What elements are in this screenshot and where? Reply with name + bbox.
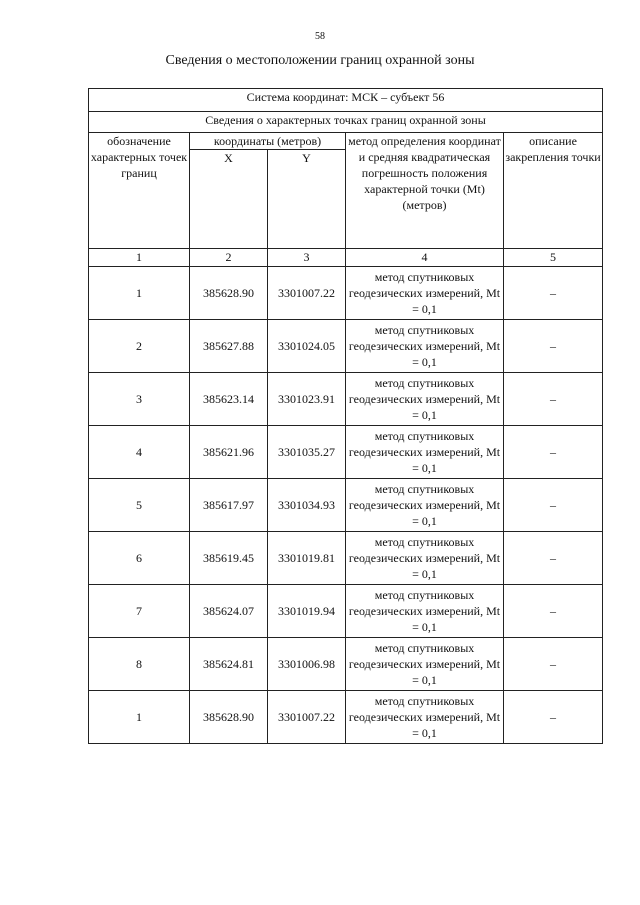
coordinate-system-row	[89, 89, 603, 112]
y-coordinate-cell: 3301007.22	[268, 267, 346, 320]
point-cell: 5	[89, 479, 190, 532]
header-method: метод определения координат и средняя квадратическая погрешность положения характерной точки (Mt) (метров)	[346, 133, 504, 249]
header-row	[89, 133, 603, 150]
points-info-row	[89, 112, 603, 133]
column-number: 1	[89, 249, 190, 267]
y-coordinate-cell: 3301019.94	[268, 585, 346, 638]
coordinate-system-cell: Система координат: МСК – субъект 56	[89, 89, 603, 112]
x-coordinate-cell: 385621.96	[190, 426, 268, 479]
header-designation: обозначение характерных точек границ	[89, 133, 190, 249]
y-coordinate-cell: 3301023.91	[268, 373, 346, 426]
header-coordinates: координаты (метров)	[190, 133, 346, 150]
column-number: 5	[504, 249, 603, 267]
description-cell: –	[504, 320, 603, 373]
boundary-points-table	[88, 88, 603, 744]
x-coordinate-cell: 385628.90	[190, 691, 268, 744]
method-cell: метод спутниковых геодезических измерений, Mt = 0,1	[346, 320, 504, 373]
point-cell: 3	[89, 373, 190, 426]
y-coordinate-cell: 3301006.98	[268, 638, 346, 691]
table-row	[89, 532, 603, 585]
table-row	[89, 691, 603, 744]
table-row	[89, 320, 603, 373]
point-cell: 8	[89, 638, 190, 691]
document-title: Сведения о местоположении границ охранной зоны	[165, 53, 475, 68]
method-cell: метод спутниковых геодезических измерений, Mt = 0,1	[346, 373, 504, 426]
y-coordinate-cell: 3301034.93	[268, 479, 346, 532]
table-row	[89, 426, 603, 479]
method-cell: метод спутниковых геодезических измерений, Mt = 0,1	[346, 638, 504, 691]
column-number: 4	[346, 249, 504, 267]
method-cell: метод спутниковых геодезических измерений, Mt = 0,1	[346, 267, 504, 320]
x-coordinate-cell: 385624.81	[190, 638, 268, 691]
table-row	[89, 373, 603, 426]
description-cell: –	[504, 532, 603, 585]
column-number: 3	[268, 249, 346, 267]
header-y: Y	[268, 150, 346, 249]
x-coordinate-cell: 385627.88	[190, 320, 268, 373]
x-coordinate-cell: 385628.90	[190, 267, 268, 320]
table-row	[89, 479, 603, 532]
header-x: X	[190, 150, 268, 249]
method-cell: метод спутниковых геодезических измерений, Mt = 0,1	[346, 532, 504, 585]
point-cell: 6	[89, 532, 190, 585]
column-number-row	[89, 249, 603, 267]
y-coordinate-cell: 3301019.81	[268, 532, 346, 585]
points-info-cell: Сведения о характерных точках границ охранной зоны	[89, 112, 603, 133]
x-coordinate-cell: 385617.97	[190, 479, 268, 532]
point-cell: 4	[89, 426, 190, 479]
point-cell: 2	[89, 320, 190, 373]
description-cell: –	[504, 585, 603, 638]
x-coordinate-cell: 385624.07	[190, 585, 268, 638]
description-cell: –	[504, 638, 603, 691]
point-cell: 1	[89, 267, 190, 320]
method-cell: метод спутниковых геодезических измерений, Mt = 0,1	[346, 691, 504, 744]
description-cell: –	[504, 426, 603, 479]
point-cell: 7	[89, 585, 190, 638]
y-coordinate-cell: 3301007.22	[268, 691, 346, 744]
method-cell: метод спутниковых геодезических измерений, Mt = 0,1	[346, 479, 504, 532]
x-coordinate-cell: 385619.45	[190, 532, 268, 585]
x-coordinate-cell: 385623.14	[190, 373, 268, 426]
header-description: описание закрепления точки	[504, 133, 603, 249]
column-number: 2	[190, 249, 268, 267]
method-cell: метод спутниковых геодезических измерений, Mt = 0,1	[346, 426, 504, 479]
y-coordinate-cell: 3301024.05	[268, 320, 346, 373]
page-number: 58	[315, 31, 325, 42]
table-row	[89, 267, 603, 320]
description-cell: –	[504, 267, 603, 320]
table-row	[89, 585, 603, 638]
description-cell: –	[504, 479, 603, 532]
point-cell: 1	[89, 691, 190, 744]
method-cell: метод спутниковых геодезических измерений, Mt = 0,1	[346, 585, 504, 638]
description-cell: –	[504, 373, 603, 426]
description-cell: –	[504, 691, 603, 744]
table-row	[89, 638, 603, 691]
y-coordinate-cell: 3301035.27	[268, 426, 346, 479]
